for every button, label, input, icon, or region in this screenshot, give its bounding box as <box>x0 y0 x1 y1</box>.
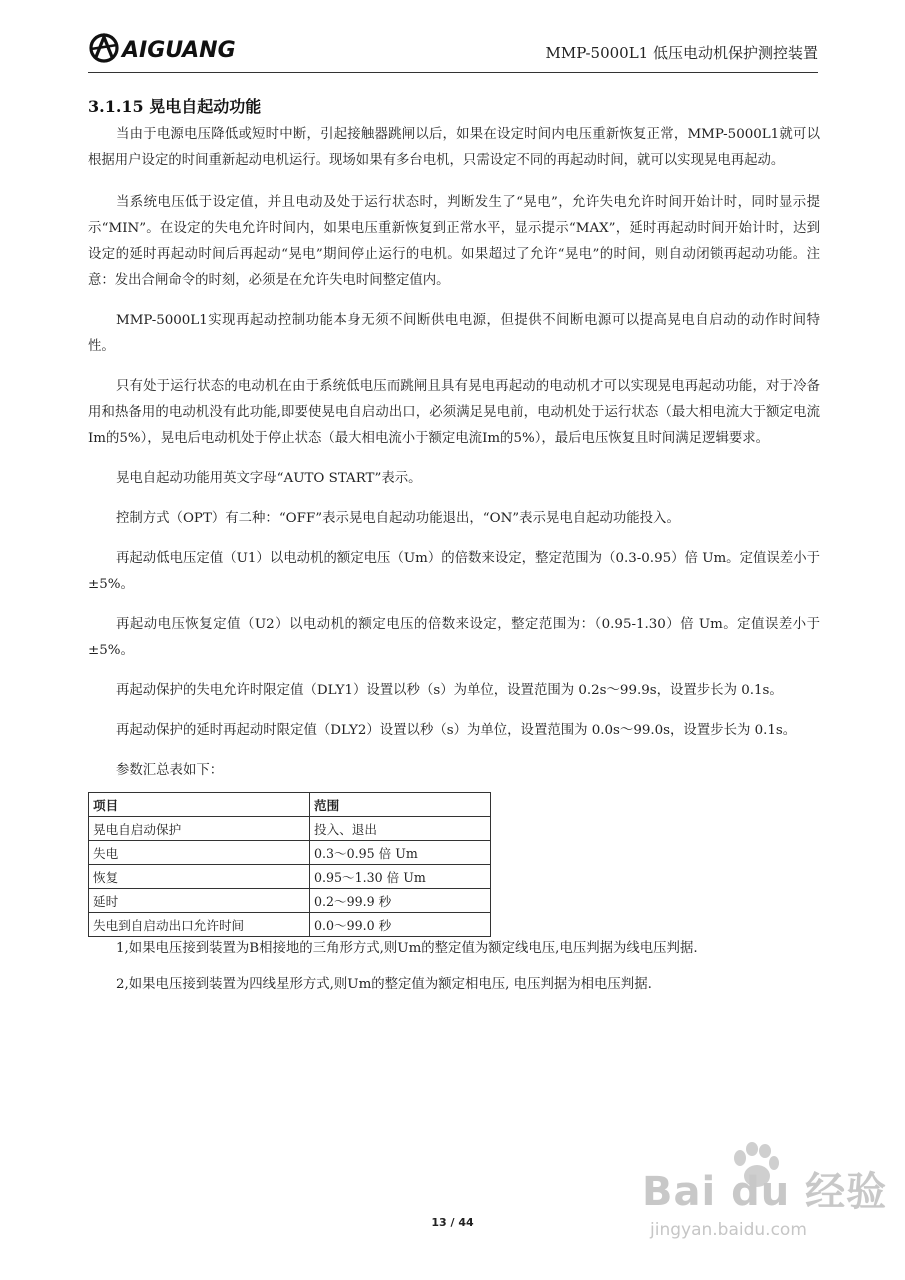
table-header-cell: 范围 <box>310 793 491 817</box>
table-cell: 0.0～99.0 秒 <box>310 913 491 937</box>
watermark-url: jingyan.baidu.com <box>650 1220 807 1240</box>
paragraph: 再起动电压恢复定值（U2）以电动机的额定电压的倍数来设定，整定范围为：（0.95-1.30）倍 Um。定值误差小于±5%。 <box>88 617 820 658</box>
table-row <box>89 841 491 865</box>
header-divider <box>88 72 818 73</box>
table-cell: 延时 <box>89 889 310 913</box>
section-title: 3.1.15 晃电自起动功能 <box>88 97 262 116</box>
note: 1,如果电压接到装置为B相接地的三角形方式,则Um的整定值为额定线电压,电压判据为线电压判据. <box>116 941 698 956</box>
paragraph: 参数汇总表如下： <box>116 763 224 778</box>
paragraph: 再起动低电压定值（U1）以电动机的额定电压（Um）的倍数来设定，整定范围为（0.3-0.95）倍 Um。定值误差小于±5%。 <box>88 551 820 592</box>
paragraph: 只有处于运行状态的电动机在由于系统低电压而跳闸且具有晃电再起动的电动机才可以实现晃电再起动功能，对于冷备用和热备用的电动机没有此功能,即要使晃电自启动出口，必须满足晃电前，电动机处于运行状态（最大相电流大于额定电流Im的5%），晃电后电动机处于停止状态（最大相电流小于额定电流Im的5%），最后电压恢复且时间满足逻辑要求。 <box>88 379 820 446</box>
table-cell: 0.2～99.9 秒 <box>310 889 491 913</box>
paragraph: MMP-5000L1实现再起动控制功能本身无须不间断供电电源，但提供不间断电源可以提高晃电自启动的动作时间特性。 <box>88 313 820 354</box>
watermark-brand: Bai du 经验 <box>642 1169 888 1215</box>
table-cell: 失电 <box>89 841 310 865</box>
page-header <box>88 28 818 78</box>
table-cell: 投入、退出 <box>310 817 491 841</box>
baidu-jingyan-watermark <box>638 1142 888 1262</box>
table-row <box>89 889 491 913</box>
aiguang-logo <box>88 30 258 66</box>
paragraph: 再起动保护的失电允许时限定值（DLY1）设置以秒（s）为单位，设置范围为 0.2s～99.9s，设置步长为 0.1s。 <box>116 683 783 698</box>
logo-icon <box>88 30 258 66</box>
table-row <box>89 865 491 889</box>
table-row <box>89 913 491 937</box>
page-content <box>88 94 820 1009</box>
paragraph: 晃电自起动功能用英文字母“AUTO START”表示。 <box>116 471 422 486</box>
document-title: MMP-5000L1 低压电动机保护测控装置 <box>545 44 818 62</box>
paragraph: 控制方式（OPT）有二种：“OFF”表示晃电自起动功能退出，“ON”表示晃电自起动功能投入。 <box>116 511 680 526</box>
table-row <box>89 817 491 841</box>
paragraph: 当系统电压低于设定值，并且电动及处于运行状态时，判断发生了“晃电”，允许失电允许时间开始计时，同时显示提示“MIN”。在设定的失电允许时间内，如果电压重新恢复到正常水平，显示提示“MAX”，延时再起动时间开始计时，达到设定的延时再起动时间后再起动“晃电”期间停止运行的电机。如果超过了允许“晃电”的时间，则自动闭锁再起动功能。注意：发出合闸命令的时刻，必须是在允许失电时间整定值内。 <box>88 195 820 288</box>
table-cell: 晃电自启动保护 <box>89 817 310 841</box>
table-header-cell: 项目 <box>89 793 310 817</box>
table-cell: 0.95～1.30 倍 Um <box>310 865 491 889</box>
table-header-row <box>89 793 491 817</box>
paragraph: 当由于电源电压降低或短时中断，引起接触器跳闸以后，如果在设定时间内电压重新恢复正常，MMP-5000L1就可以根据用户设定的时间重新起动电机运行。现场如果有多台电机，只需设定不同的再起动时间，就可以实现晃电再起动。 <box>88 127 820 168</box>
table-cell: 0.3～0.95 倍 Um <box>310 841 491 865</box>
parameter-table <box>88 792 491 937</box>
logo-wordmark: AIGUANG <box>122 38 236 63</box>
page-number: 13 / 44 <box>431 1216 474 1229</box>
note: 2,如果电压接到装置为四线星形方式,则Um的整定值为额定相电压, 电压判据为相电压判据. <box>116 977 652 992</box>
paragraph: 再起动保护的延时再起动时限定值（DLY2）设置以秒（s）为单位，设置范围为 0.0s～99.0s，设置步长为 0.1s。 <box>116 723 797 738</box>
table-cell: 恢复 <box>89 865 310 889</box>
table-cell: 失电到自启动出口允许时间 <box>89 913 310 937</box>
